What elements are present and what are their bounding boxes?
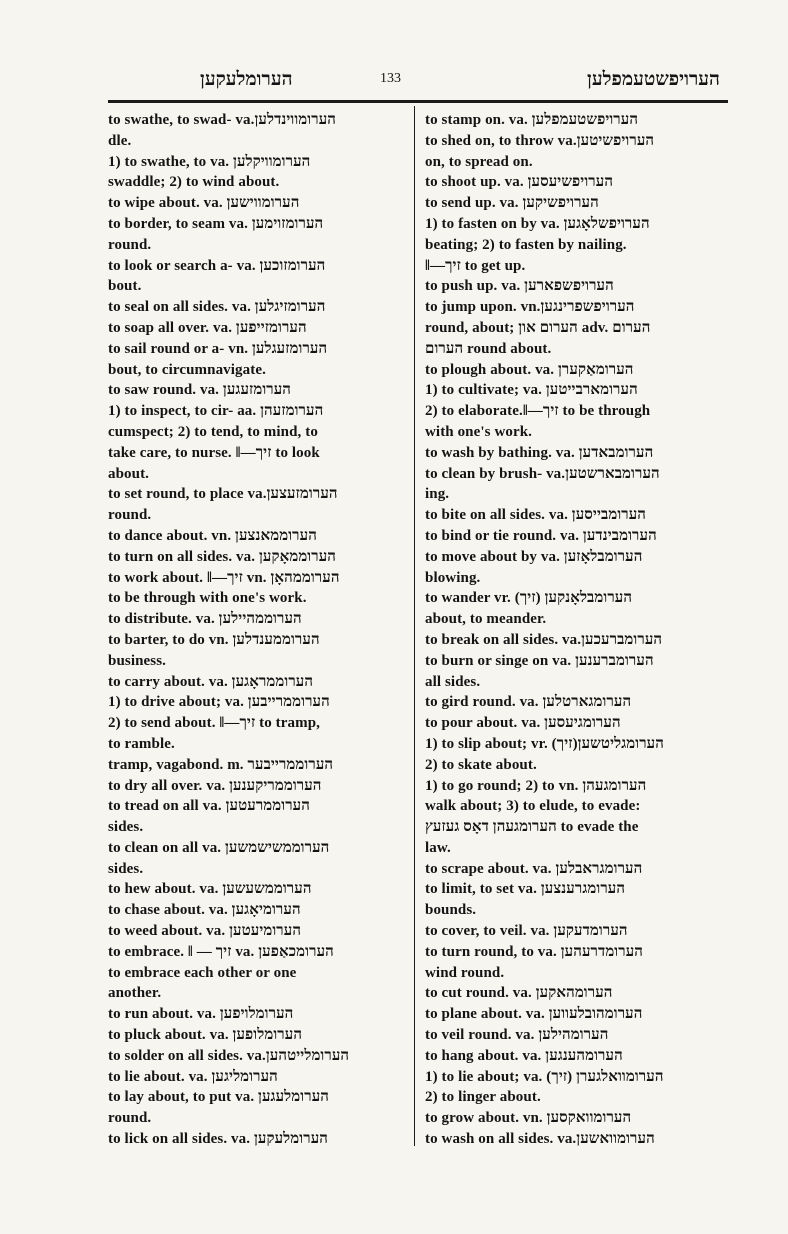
dictionary-line: to hang about. va. הערומהענגען <box>425 1047 623 1064</box>
dictionary-line: to push up. va. הערויפשפארען <box>425 278 614 295</box>
dictionary-line: to lick on all sides. va. הערומלעקען <box>108 1131 329 1148</box>
dictionary-line: bout, to circumnavigate. <box>108 361 266 378</box>
dictionary-line: swaddle; 2) to wind about. <box>108 174 280 191</box>
dictionary-line: take care, to nurse. ‖—זיך to look <box>108 444 320 461</box>
dictionary-line: to wash by bathing. va. הערומבאדען <box>425 444 654 461</box>
dictionary-line: to turn round, to va. הערומדרעהען <box>425 943 644 960</box>
dictionary-line: 2) to send about. ‖—זיך to tramp, <box>108 715 321 732</box>
left-column <box>108 110 404 1150</box>
dictionary-line: to carry about. va. הערוממראָגען <box>108 673 314 690</box>
dictionary-line: to wash on all sides. va.הערומוואשען <box>425 1131 655 1148</box>
page-header <box>108 63 728 93</box>
dictionary-line: to work about. ‖—זיך vn. הערוממהאָן <box>108 569 340 586</box>
dictionary-line: on, to spread on. <box>425 153 533 170</box>
dictionary-line: ‖—זיך to get up. <box>425 257 526 274</box>
dictionary-line: הערום round about. <box>425 340 552 357</box>
dictionary-line: to wipe about. va. הערומווישען <box>108 195 300 212</box>
dictionary-line: to be through with one's work. <box>108 590 307 607</box>
dictionary-line: to clean by brush- va.הערומבארשטען <box>425 465 660 482</box>
running-head-left: הערומלעקען <box>200 69 293 90</box>
dictionary-line: to border, to seam va. הערומזוימען <box>108 215 324 232</box>
dictionary-line: business. <box>108 652 167 669</box>
dictionary-line: to limit, to set va. הערומגרענצען <box>425 881 626 898</box>
dictionary-line: sides. <box>108 819 144 836</box>
dictionary-line: 1) to cultivate; va. הערומארבייטען <box>425 382 638 399</box>
dictionary-line: to dance about. vn. הערוממאנצען <box>108 527 317 544</box>
dictionary-line: הערומגעהן דאָס געזעץ to evade the <box>425 819 639 836</box>
dictionary-line: to hew about. va. הערוממשעשען <box>108 881 312 898</box>
dictionary-line: to cover, to veil. va. הערומדעקען <box>425 923 628 940</box>
page-number: 133 <box>380 71 401 86</box>
dictionary-line: cumspect; 2) to tend, to mind, to <box>108 423 318 440</box>
dictionary-line: to distribute. va. הערוממהיילען <box>108 611 302 628</box>
dictionary-line: 1) to fasten on by va. הערויפשלאָגען <box>425 215 650 232</box>
dictionary-line: to embrace. ‖ — זיך va. הערומכאַפען <box>108 943 334 960</box>
dictionary-line: to lie about. va. הערומליגען <box>108 1068 278 1085</box>
column-divider <box>414 106 415 1146</box>
dictionary-line: sides. <box>108 860 144 877</box>
dictionary-line: to break on all sides. va.הערומברעכען <box>425 631 663 648</box>
right-column <box>425 110 730 1150</box>
dictionary-line: law. <box>425 839 451 856</box>
dictionary-line: to bind or tie round. va. הערומבינדען <box>425 527 657 544</box>
dictionary-line: to ramble. <box>108 735 175 752</box>
dictionary-line: to pour about. va. הערומגיעסען <box>425 715 621 732</box>
dictionary-line: another. <box>108 985 162 1002</box>
dictionary-line: to pluck about. va. הערומלופען <box>108 1027 303 1044</box>
dictionary-line: 1) to slip about; vr. (זיך)הערומגליטשען <box>425 735 664 752</box>
dictionary-line: all sides. <box>425 673 481 690</box>
dictionary-line: to run about. va. הערומלויפען <box>108 1006 294 1023</box>
running-head-right: הערויפשטעמפלען <box>587 69 720 90</box>
dictionary-line: bounds. <box>425 902 477 919</box>
dictionary-line: beating; 2) to fasten by nailing. <box>425 236 627 253</box>
dictionary-line: 1) to swathe, to va. הערומוויקלען <box>108 153 311 170</box>
dictionary-line: about. <box>108 465 150 482</box>
dictionary-line: to veil round. va. הערומהילען <box>425 1027 609 1044</box>
dictionary-line: round. <box>108 236 152 253</box>
dictionary-line: to saw round. va. הערומזעגען <box>108 382 292 399</box>
dictionary-line: 1) to lie about; va. (זיך) הערומוואלגערן <box>425 1068 664 1085</box>
dictionary-line: to send up. va. הערויפשיקען <box>425 195 599 212</box>
dictionary-line: to lay about, to put va. הערומלעגען <box>108 1089 330 1106</box>
dictionary-line: to swathe, to swad- va.הערומווינדלען <box>108 112 337 128</box>
dictionary-line: wind round. <box>425 964 505 981</box>
dictionary-line: to soap all over. va. הערומזייפען <box>108 319 307 336</box>
dictionary-line: to solder on all sides. va.הערומלייטהען <box>108 1047 350 1064</box>
dictionary-line: to weed about. va. הערומיעטען <box>108 923 302 940</box>
dictionary-line: round. <box>108 507 152 524</box>
header-rule <box>108 100 728 103</box>
dictionary-line: to grow about. vn. הערומוואקסען <box>425 1110 632 1127</box>
dictionary-line: with one's work. <box>425 423 533 440</box>
dictionary-line: about, to meander. <box>425 611 547 628</box>
dictionary-line: to wander vr. (זיך) הערומבלאָנקען <box>425 590 633 607</box>
dictionary-line: to chase about. va. הערומיאָגען <box>108 902 301 919</box>
dictionary-line: to shoot up. va. הערויפשיעסען <box>425 174 614 191</box>
dictionary-line: to jump upon. vn.הערויפשפרינגען <box>425 299 635 316</box>
dictionary-line: ing. <box>425 486 450 503</box>
dictionary-line: to tread on all va. הערוממרעטען <box>108 798 310 815</box>
dictionary-line: to embrace each other or one <box>108 964 297 981</box>
dictionary-line: to clean on all va. הערוממשישמשען <box>108 839 330 856</box>
dictionary-line: to turn on all sides. va. הערוממאָקען <box>108 548 337 565</box>
dictionary-line: 2) to elaborate.‖—זיך to be through <box>425 403 651 420</box>
dictionary-line: to sail round or a- vn. הערומזעגלען <box>108 340 328 357</box>
dictionary-line: to dry all over. va. הערוממריקענען <box>108 777 322 794</box>
dictionary-line: to scrape about. va. הערומגראבלען <box>425 860 643 877</box>
dictionary-line: to move about by va. הערומבלאָזען <box>425 548 643 565</box>
dictionary-line: 1) to drive about; va. הערוממרייבען <box>108 694 330 711</box>
dictionary-line: tramp, vagabond. m. הערוממרייבער <box>108 756 334 773</box>
dictionary-line: 2) to skate about. <box>425 756 537 773</box>
dictionary-line: to barter, to do vn. הערוממענדלען <box>108 631 320 648</box>
dictionary-line: to plough about. va. הערומאַקערן <box>425 361 634 378</box>
dictionary-line: 1) to inspect, to cir- aa. הערומזעהן <box>108 403 324 420</box>
dictionary-line: round. <box>108 1110 152 1127</box>
dictionary-line: round, about; הערום און adv. הערום <box>425 319 651 336</box>
dictionary-line: to cut round. va. הערומהאקען <box>425 985 613 1002</box>
dictionary-line: blowing. <box>425 569 481 586</box>
dictionary-line: to look or search a- va. הערומזוכען <box>108 257 326 274</box>
dictionary-line: to bite on all sides. va. הערומבייסען <box>425 507 647 524</box>
dictionary-line: walk about; 3) to elude, to evade: <box>425 798 641 815</box>
dictionary-line: to set round, to place va.הערומזעצען <box>108 486 338 503</box>
dictionary-line: to shed on, to throw va.הערויפשיטען <box>425 132 655 149</box>
dictionary-line: to gird round. va. הערומגארטלען <box>425 694 632 711</box>
dictionary-line: bout. <box>108 278 142 295</box>
dictionary-line: to stamp on. va. הערויפשטעמפלען <box>425 112 639 128</box>
dictionary-line: to burn or singe on va. הערומברענען <box>425 652 654 669</box>
dictionary-line: to seal on all sides. va. הערומזיגלען <box>108 299 326 316</box>
dictionary-line: to plane about. va. הערומהובלעווען <box>425 1006 643 1023</box>
dictionary-line: 2) to linger about. <box>425 1089 541 1106</box>
dictionary-line: 1) to go round; 2) to vn. הערומגעהן <box>425 777 647 794</box>
dictionary-line: dle. <box>108 132 132 149</box>
